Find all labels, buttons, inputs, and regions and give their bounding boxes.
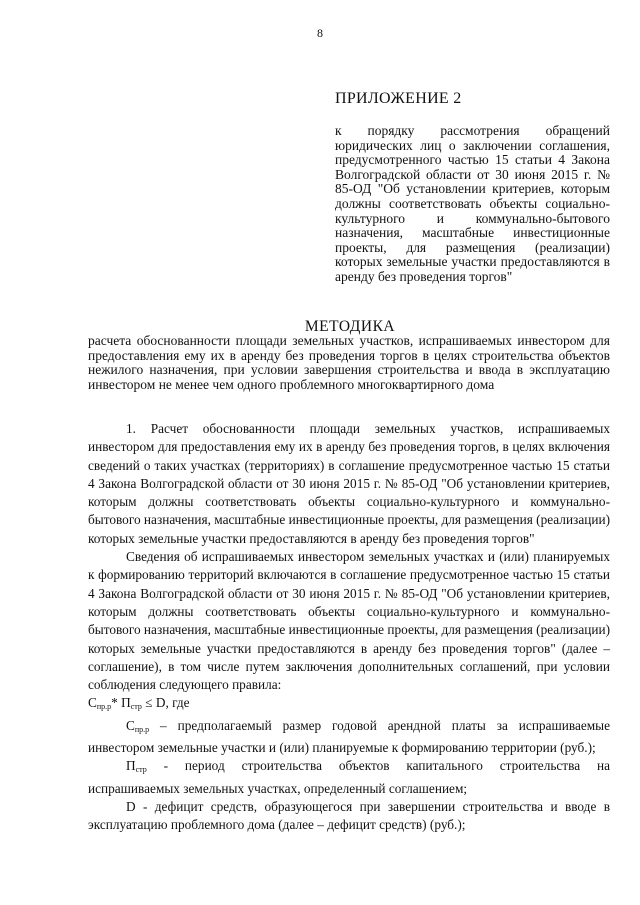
formula — [88, 694, 610, 716]
paragraph-2: Сведения об испрашиваемых инвестором земельных участках и (или) планируемых к формированию территорий включаются в соглашение предусмотренное частью 15 статьи 4 Закона Волгоградской области от 30 июня 2015 г. № 85-ОД "Об установлении критериев, которым должны соответствовать объекты социально-культурного и коммунально-бытового назначения, масштабные инвестиционные проекты, для размещения (реализации) которых земельные участки предоставляются в аренду без проведения торгов" (далее – соглашение), в том числе путем заключения дополнительных соглашений, при условии соблюдения следующего правила: — [88, 549, 610, 693]
methodology-title: МЕТОДИКА — [304, 318, 396, 335]
definition-d: D - дефицит средств, образующегося при завершении строительства и вводе в эксплуатацию проблемного дома (далее – дефицит средств) (руб.); — [88, 798, 610, 833]
definition-p-text: - период строительства объектов капитального строительства на испрашиваемых земельных участках, определенный соглашением; — [88, 758, 610, 796]
page-number: 8 — [317, 26, 323, 40]
definition-p-symbol: П — [126, 758, 136, 774]
definition-p — [88, 757, 610, 798]
paragraph-1: 1. Расчет обоснованности площади земельных участков, испрашиваемых инвестором для предоставления ему их в аренду без проведения торгов, в целях включения сведений о таких участках (территориях) в соглашение предусмотренное частью 15 статьи 4 Закона Волгоградской области от 30 июня 2015 г. № 85-ОД "Об установлении критериев, которым должны соответствовать объекты социально-культурного и коммунально-бытового назначения, масштабные инвестиционные проекты, для размещения (реализации) которых земельные участки предоставляются в аренду без проведения торгов" — [88, 421, 610, 546]
formula-mult: * — [111, 695, 122, 711]
definition-c — [88, 717, 610, 758]
appendix-title: ПРИЛОЖЕНИЕ 2 — [335, 90, 462, 107]
appendix-reference: к порядку рассмотрения обращений юридических лиц о заключении соглашения, предусмотренного частью 15 статьи 4 Закона Волгоградской области от 30 июня 2015 г. № 85-ОД "Об установлении критериев, которым должны соответствовать объекты социально-культурного и коммунально-бытового назначения, масштабные инвестиционные проекты, для размещения (реализации) которых земельные участки предоставляются в аренду без проведения торгов" — [335, 123, 610, 284]
formula-p-subscript: стр — [130, 702, 142, 712]
definition-p-subscript: стр — [135, 765, 147, 775]
formula-p: П — [121, 695, 131, 711]
formula-c-subscript: пр.р — [96, 702, 112, 712]
methodology-subtitle: расчета обоснованности площади земельных участков, испрашиваемых инвестором для предоставления ему их в аренду без проведения торгов в целях строительства объектов нежилого назначения, при условии завершения строительства и ввода в эксплуатацию инвестором не менее чем одного проблемного многоквартирного дома — [88, 333, 610, 392]
definition-c-text: – предполагаемый размер годовой арендной платы за испрашиваемые инвестором земельные участки и (или) планируемые к формированию территории (руб.); — [88, 717, 610, 756]
definition-c-subscript: пр.р — [134, 724, 150, 734]
definition-c-symbol: С — [126, 717, 135, 733]
formula-c: С — [88, 695, 97, 711]
document-body — [88, 420, 610, 835]
formula-rest: ≤ D, где — [141, 695, 190, 711]
